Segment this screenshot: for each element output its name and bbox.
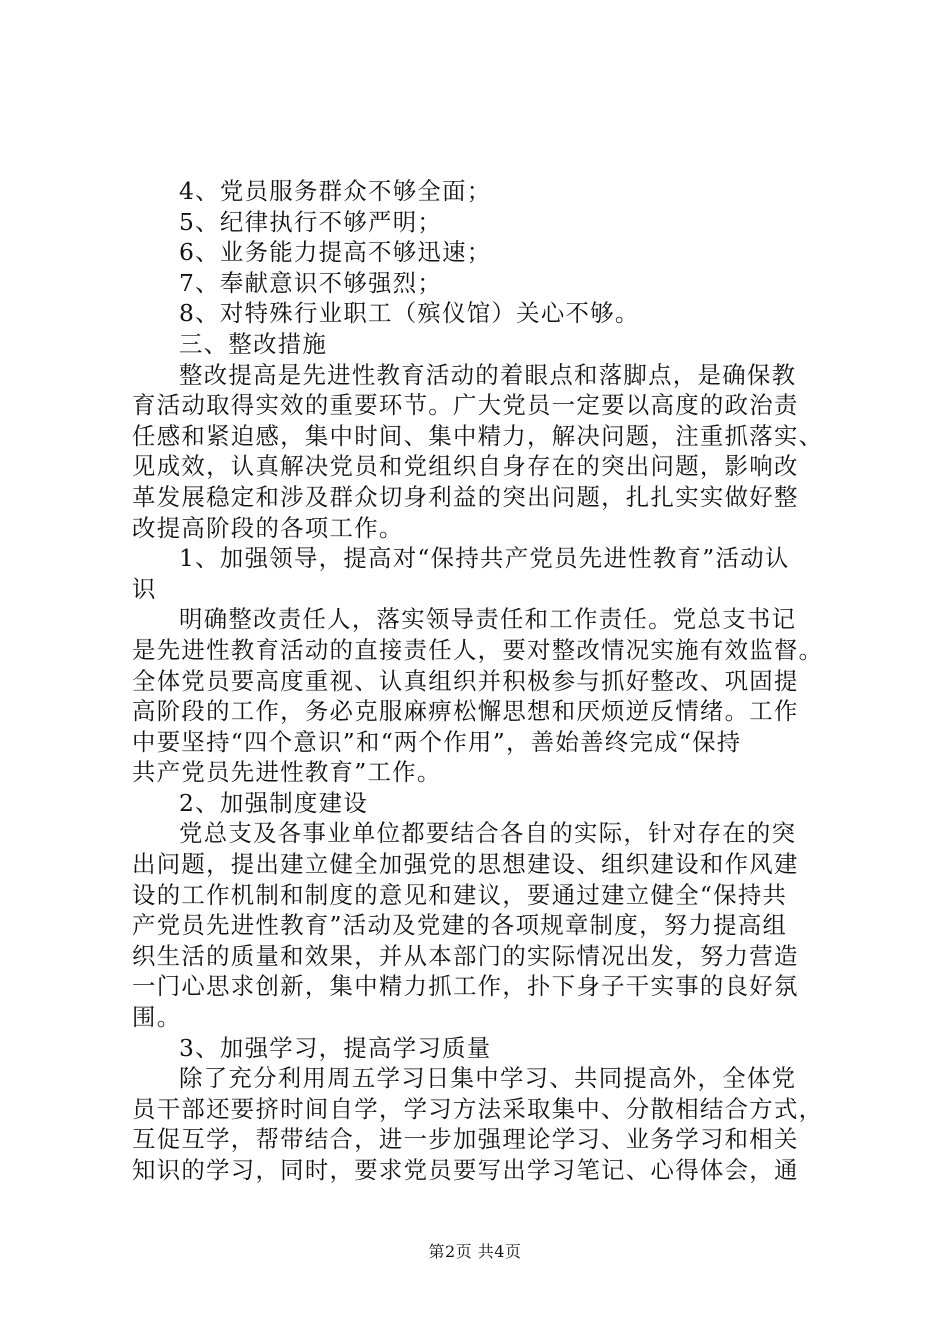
document-line: 产党员先进性教育”活动及党建的各项规章制度，努力提高组: [132, 911, 788, 940]
document-line: 整改提高是先进性教育活动的着眼点和落脚点，是确保教: [179, 360, 797, 389]
document-body: [132, 176, 822, 1186]
document-line: 中要坚持“四个意识”和“两个作用”，善始善终完成“保持: [132, 727, 742, 756]
document-line: 4、党员服务群众不够全面；: [179, 177, 492, 205]
document-line: 见成效，认真解决党员和党组织自身存在的突出问题，影响改: [132, 452, 799, 481]
document-line: 5、纪律执行不够严明；: [179, 207, 443, 236]
document-line: 革发展稳定和涉及群众切身利益的突出问题，扎扎实实做好整: [132, 482, 799, 511]
document-line: 7、奉献意识不够强烈；: [179, 268, 443, 297]
page-footer: 第2页 共4页: [428, 1242, 522, 1261]
document-line: 明确整改责任人，落实领导责任和工作责任。党总支书记: [179, 605, 797, 634]
document-line: 三、整改措施: [179, 329, 328, 358]
document-line: 出问题，提出建立健全加强党的思想建设、组织建设和作风建: [132, 850, 799, 879]
document-line: 设的工作机制和制度的意见和建议，要通过建立健全“保持共: [132, 880, 788, 909]
document-line: 1、加强领导，提高对“保持共产党员先进性教育”活动认: [179, 544, 790, 573]
document-line: 全体党员要高度重视、认真组织并积极参与抓好整改、巩固提: [132, 666, 799, 695]
document-line: 8、对特殊行业职工（殡仪馆）关心不够。: [179, 299, 640, 328]
document-line: 改提高阶段的各项工作。: [132, 513, 404, 542]
document-line: 育活动取得实效的重要环节。广大党员一定要以高度的政治责: [132, 391, 799, 420]
document-line: 除了充分利用周五学习日集中学习、共同提高外，全体党: [179, 1064, 797, 1093]
document-line: 一门心思求创新，集中精力抓工作，扑下身子干实事的良好氛: [132, 972, 799, 1001]
document-line: 任感和紧迫感，集中时间、集中精力，解决问题，注重抓落实、: [132, 421, 824, 450]
document-line: 2、加强制度建设: [179, 788, 369, 817]
document-line: 员干部还要挤时间自学，学习方法采取集中、分散相结合方式，: [132, 1094, 824, 1123]
document-line: 3、加强学习，提高学习质量: [179, 1033, 492, 1062]
document-line: 互促互学，帮带结合，进一步加强理论学习、业务学习和相关: [132, 1125, 799, 1154]
document-line: 是先进性教育活动的直接责任人，要对整改情况实施有效监督。: [132, 635, 824, 664]
document-line: 高阶段的工作，务必克服麻痹松懈思想和厌烦逆反情绪。工作: [132, 697, 799, 726]
document-line: 知识的学习，同时，要求党员要写出学习笔记、心得体会，通: [132, 1156, 799, 1184]
document-line: 围。: [132, 1003, 182, 1032]
document-line: 共产党员先进性教育”工作。: [132, 758, 442, 787]
document-line: 织生活的质量和效果，并从本部门的实际情况出发，努力营造: [132, 941, 799, 970]
document-line: 党总支及各事业单位都要结合各自的实际，针对存在的突: [179, 819, 797, 848]
document-line: 6、业务能力提高不够迅速；: [179, 238, 492, 267]
document-line: 识: [132, 574, 157, 603]
